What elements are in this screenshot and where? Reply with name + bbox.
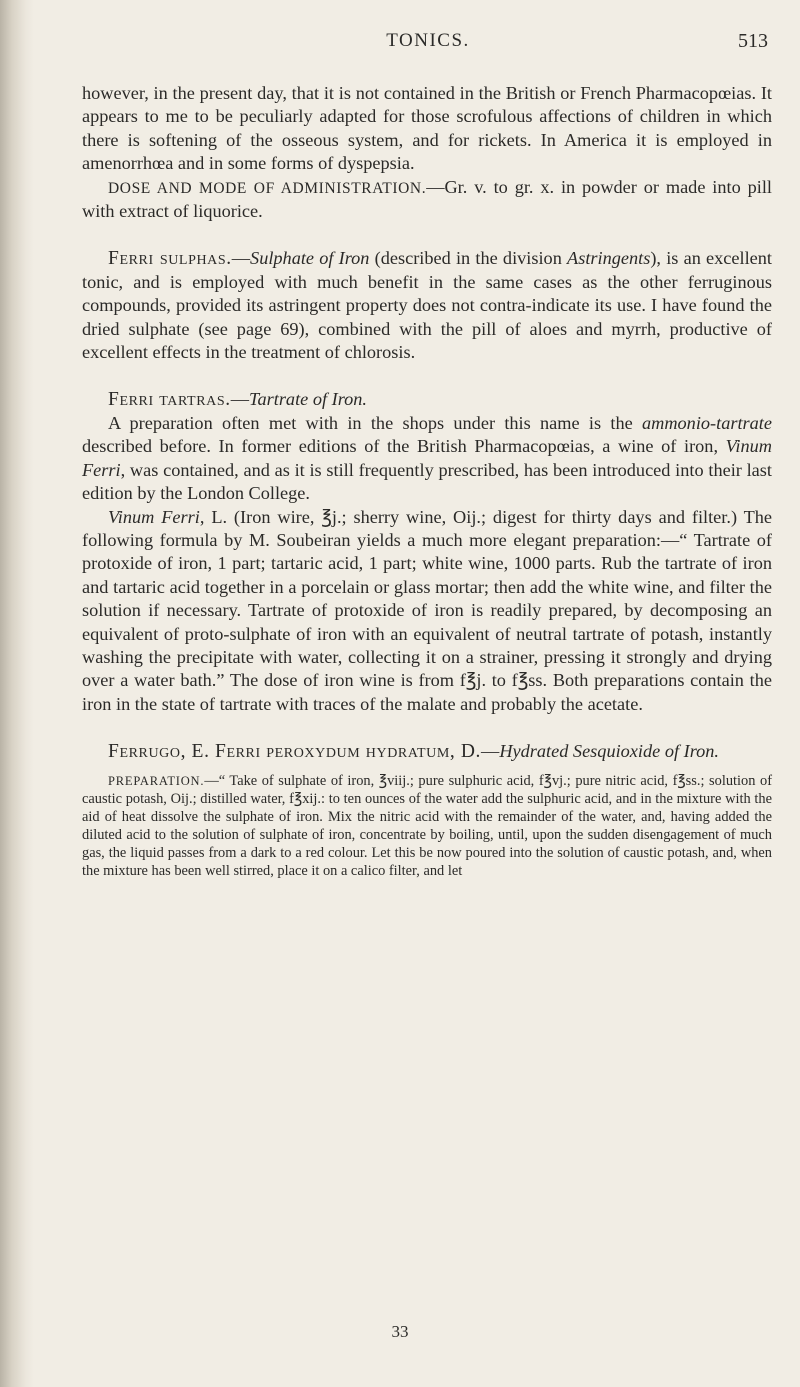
dose-label: DOSE AND MODE OF ADMINISTRATION. (108, 179, 427, 197)
signature-mark: 33 (391, 1322, 409, 1341)
small-gap (82, 764, 772, 772)
section-ferri-sulphas (82, 247, 772, 364)
paragraph-preparation-note (82, 412, 772, 506)
section-gap (82, 364, 772, 388)
term-vinum-ferri: Vinum Ferri (108, 506, 200, 527)
section-gap (82, 223, 772, 247)
heading-dash: — (230, 389, 249, 410)
title-hydrated-sesquioxide: Hydrated Sesquioxide of Iron. (499, 741, 719, 762)
page-spine-shadow (0, 0, 34, 1387)
sulphas-text: ), is an excellent tonic, and is employed with much benefit in the same cases as the other ferruginous compounds, provided its astringent property does not contra-indicate its use. I have found the dried sulphate (see page 69), combined with the pill of aloes and myrrh, productive of excellent effects in the treatment of chlorosis. (82, 248, 773, 363)
text-fragment: , was contained, and as it is still frequently prescribed, has been introduced into their last edition by the London College. (82, 459, 772, 504)
text-fragment: A preparation often met with in the shops under this name is the (108, 412, 642, 433)
section-gap (82, 716, 772, 740)
body-text (82, 82, 772, 880)
heading-dash: — (481, 741, 500, 762)
paren-text: (described in the division (369, 248, 568, 269)
paragraph-preparation (82, 772, 772, 880)
running-head (88, 30, 768, 60)
heading-ferrugo: Ferrugo, E. Ferri peroxydum hydratum, D. (108, 741, 482, 763)
vinum-ferri-text: , L. (Iron wire, ℥j.; sherry wine, Oij.; digest for thirty days and filter.) The following formula by M. Soubeiran yields a much more elegant preparation:—“ Tartrate of protoxide of iron, 1 part; tartaric acid, 1 part; white wine, 1000 parts. Rub the tartrate of iron and tartaric acid together in a porcelain or glass mortar; then add the white wine, and filter the solution if necessary. Tartrate of protoxide of iron is readily prepared, by decomposing an equivalent of proto-sulphate of iron with an equivalent of neutral tartrate of potash, instantly washing the precipitate with water, collecting it on a strainer, pressing it strongly and drying over a water bath.” The dose of iron wine is from f℥j. to f℥ss. Both preparations contain the iron in the state of tartrate with traces of the malate and probably the acetate. (82, 506, 773, 714)
term-vinum-ferri: Vinum Ferri (82, 436, 772, 480)
term-ammonio-tartrate: ammonio-tartrate (642, 412, 772, 433)
term-astringents: Astringents (567, 248, 651, 269)
title-sulphate-of-iron: Sulphate of Iron (250, 248, 370, 269)
heading-ferri-tartras: Ferri tartras. (108, 389, 231, 411)
text-fragment: described before. In former editions of the British Pharmacopœias, a wine of iron, (82, 436, 726, 457)
paragraph-vinum-ferri (82, 506, 772, 717)
section-ferrugo (82, 740, 772, 763)
dose-text: —Gr. v. to gr. x. in powder or made into pill with extract of liquorice. (82, 176, 772, 222)
paragraph-continuation: however, in the present day, that it is not contained in the British or French Pharmacopœias. It appears to me to be peculiarly adapted for those scrofulous affections of children in which there is softening of the osseous system, and for rickets. In America it is employed in amenorrhœa and in some forms of dyspepsia. (82, 83, 772, 174)
page-number: 513 (738, 30, 768, 52)
heading-ferri-sulphas: Ferri sulphas. (108, 248, 232, 270)
running-title: TONICS. (386, 30, 470, 51)
preparation-text: —“ Take of sulphate of iron, ℥viij.; pure sulphuric acid, f℥vj.; pure nitric acid, f℥ss.; solution of caustic potash, Oij.; distilled water, f℥xij.: to ten ounces of the water add the sulphuric acid, and in the mixture with the aid of heat dissolve the sulphate of iron. Mix the nitric acid with the remainder of the water, and, having added the diluted acid to the solution of sulphate of iron, concentrate by boiling, until, upon the sudden disengagement of much gas, the liquid passes from a dark to a red colour. Let this be now poured into the solution of caustic potash, and, when the mixture has been well stirred, place it on a calico filter, and let (82, 772, 772, 879)
title-tartrate-of-iron: Tartrate of Iron. (249, 389, 368, 410)
heading-dash: — (231, 248, 251, 269)
section-ferri-tartras (82, 388, 772, 411)
preparation-label: PREPARATION. (108, 773, 205, 788)
paragraph-dose (82, 176, 772, 224)
